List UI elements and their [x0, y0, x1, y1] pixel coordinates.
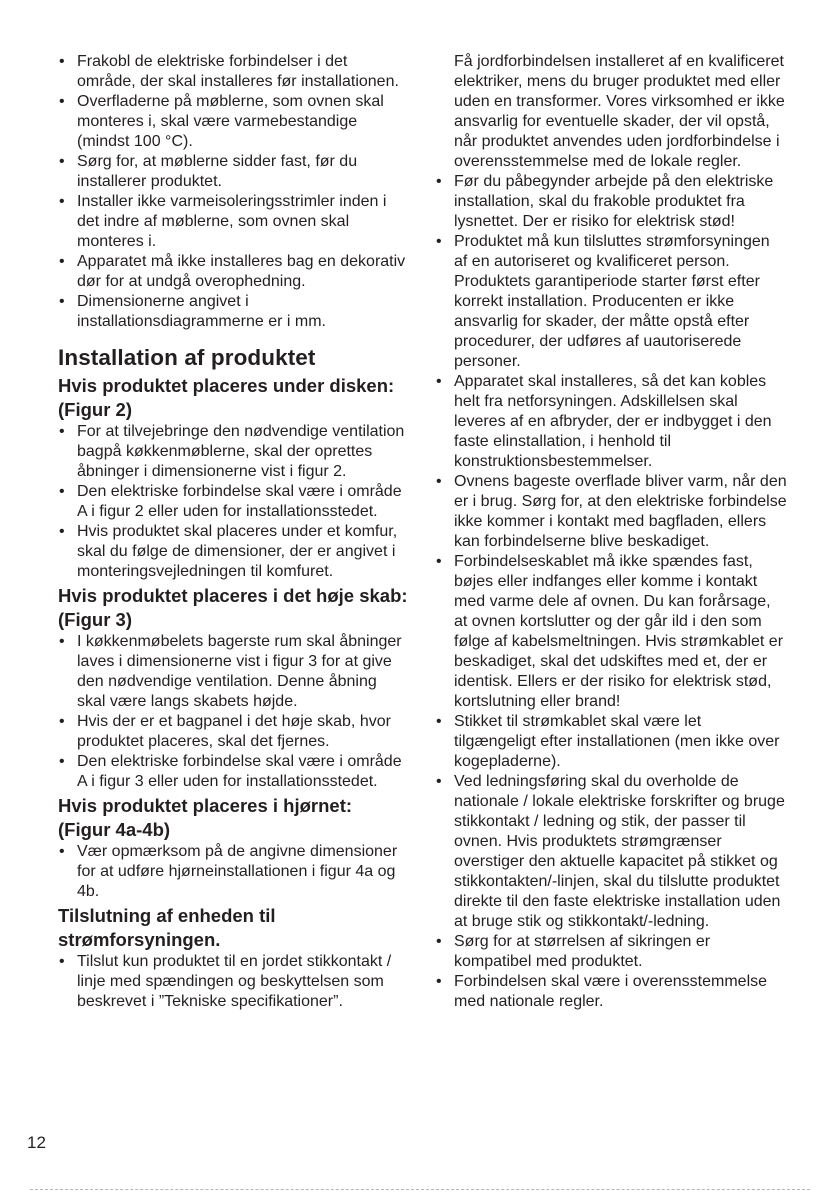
left-column [58, 52, 408, 1012]
tall-cabinet-bullet-list [58, 632, 408, 792]
section-title: Installation af produktet [58, 345, 316, 370]
list-item: • Apparatet må ikke installeres bag en dekorativ dør for at undgå overophedning. [58, 252, 408, 292]
list-item: • Ovnens bageste overflade bliver varm, når den er i brug. Sørg for, at den elektriske forbindelse ikke kommer i kontakt med bagfladen, ellers kan forbindelserne blive beskadiget. [435, 472, 787, 552]
list-item: • Forbindelsen skal være i overensstemmelse med nationale regler. [435, 972, 787, 1012]
page-number: 12 [27, 1133, 46, 1152]
list-item: • Stikket til strømkablet skal være let tilgængeligt efter installationen (men ikke over kogepladerne). [435, 712, 787, 772]
power-supply-bullet-list [58, 952, 408, 1012]
subsection-heading-power-supply: Tilslutning af enheden til strømforsyningen. [58, 905, 276, 950]
list-item: • Produktet må kun tilsluttes strømforsyningen af en autoriseret og kvalificeret person. Produktets garantiperiode starter først efter korrekt installation. Producenten er ikke ansvarlig for skader, der måtte opstå efter procedurer, der udføres af uautoriserede personer. [435, 232, 787, 372]
list-item: • Dimensionerne angivet i installationsdiagrammerne er i mm. [58, 292, 408, 332]
list-item: • Hvis der er et bagpanel i det høje skab, hvor produktet placeres, skal det fjernes. [58, 712, 408, 752]
list-item: • Vær opmærksom på de angivne dimensioner for at udføre hjørneinstallationen i figur 4a og 4b. [58, 842, 408, 902]
list-item: • Ved ledningsføring skal du overholde de nationale / lokale elektriske forskrifter og bruge stikkontakt / ledning og stik, der passer til ovnen. Hvis produktets strømgrænser overstiger den aktuelle kapacitet på stikket og stikkontakten/-linjen, skal du tilslutte produktet direkte til den faste elektriske installation uden at bruge stik og stikkontakt/-ledning. [435, 772, 787, 932]
subsection-heading-corner: Hvis produktet placeres i hjørnet: (Figur 4a-4b) [58, 795, 353, 840]
intro-bullet-list [58, 52, 408, 332]
continuation-paragraph: Få jordforbindelsen installeret af en kvalificeret elektriker, mens du bruger produktet med eller uden en transformer. Vores virksomhed er ikke ansvarlig for eventuelle skader, der vil opstå, når produktet anvendes uden jordforbindelse i overensstemmelse med de lokale regler. [454, 53, 785, 170]
power-supply-bullet-list-continued [435, 172, 787, 1012]
corner-bullet-list [58, 842, 408, 902]
list-item: • Hvis produktet skal placeres under et komfur, skal du følge de dimensioner, der er angivet i monteringsvejledningen til komfuret. [58, 522, 408, 582]
subsection-heading-tall-cabinet: Hvis produktet placeres i det høje skab: (Figur 3) [58, 585, 408, 630]
under-counter-bullet-list [58, 422, 408, 582]
list-item: • Installer ikke varmeisoleringsstrimler inden i det indre af møblerne, som ovnen skal monteres i. [58, 192, 408, 252]
subsection-heading-under-counter: Hvis produktet placeres under disken: (Figur 2) [58, 375, 395, 420]
list-item: • Den elektriske forbindelse skal være i område A i figur 3 eller uden for installationsstedet. [58, 752, 408, 792]
list-item: • Frakobl de elektriske forbindelser i det område, der skal installeres før installationen. [58, 52, 408, 92]
list-item: • For at tilvejebringe den nødvendige ventilation bagpå køkkenmøblerne, skal der oprettes åbninger i dimensionerne vist i figur 2. [58, 422, 408, 482]
list-item: • Forbindelseskablet må ikke spændes fast, bøjes eller indfanges eller komme i kontakt med varme dele af ovnen. Du kan forårsage, at ovnen kortslutter og der går ild i den som følge af kabelsmeltningen. Hvis strømkablet er beskadiget, skal det udskiftes med et, der er identisk. Ellers er der risiko for elektrisk stød, kortslutning eller brand! [435, 552, 787, 712]
list-item: • Tilslut kun produktet til en jordet stikkontakt / linje med spændingen og beskyttelsen som beskrevet i ”Tekniske specifikationer”. [58, 952, 408, 1012]
list-item: • Overfladerne på møblerne, som ovnen skal monteres i, skal være varmebestandige (mindst 100 °C). [58, 92, 408, 152]
bottom-divider [30, 1189, 810, 1190]
list-item: • Den elektriske forbindelse skal være i område A i figur 2 eller uden for installationsstedet. [58, 482, 408, 522]
list-item: • Sørg for, at møblerne sidder fast, før du installerer produktet. [58, 152, 408, 192]
list-item: • Apparatet skal installeres, så det kan kobles helt fra netforsyningen. Adskillelsen skal leveres af en afbryder, der er indbygget i den faste elinstallation, i henhold til konstruktionsbestemmelser. [435, 372, 787, 472]
list-item: • Før du påbegynder arbejde på den elektriske installation, skal du frakoble produktet fra lysnettet. Der er risiko for elektrisk stød! [435, 172, 787, 232]
list-item: • I køkkenmøbelets bagerste rum skal åbninger laves i dimensionerne vist i figur 3 for at give den nødvendige ventilation. Denne åbning skal være langs skabets højde. [58, 632, 408, 712]
right-column [435, 52, 787, 1012]
list-item: • Sørg for at størrelsen af sikringen er kompatibel med produktet. [435, 932, 787, 972]
